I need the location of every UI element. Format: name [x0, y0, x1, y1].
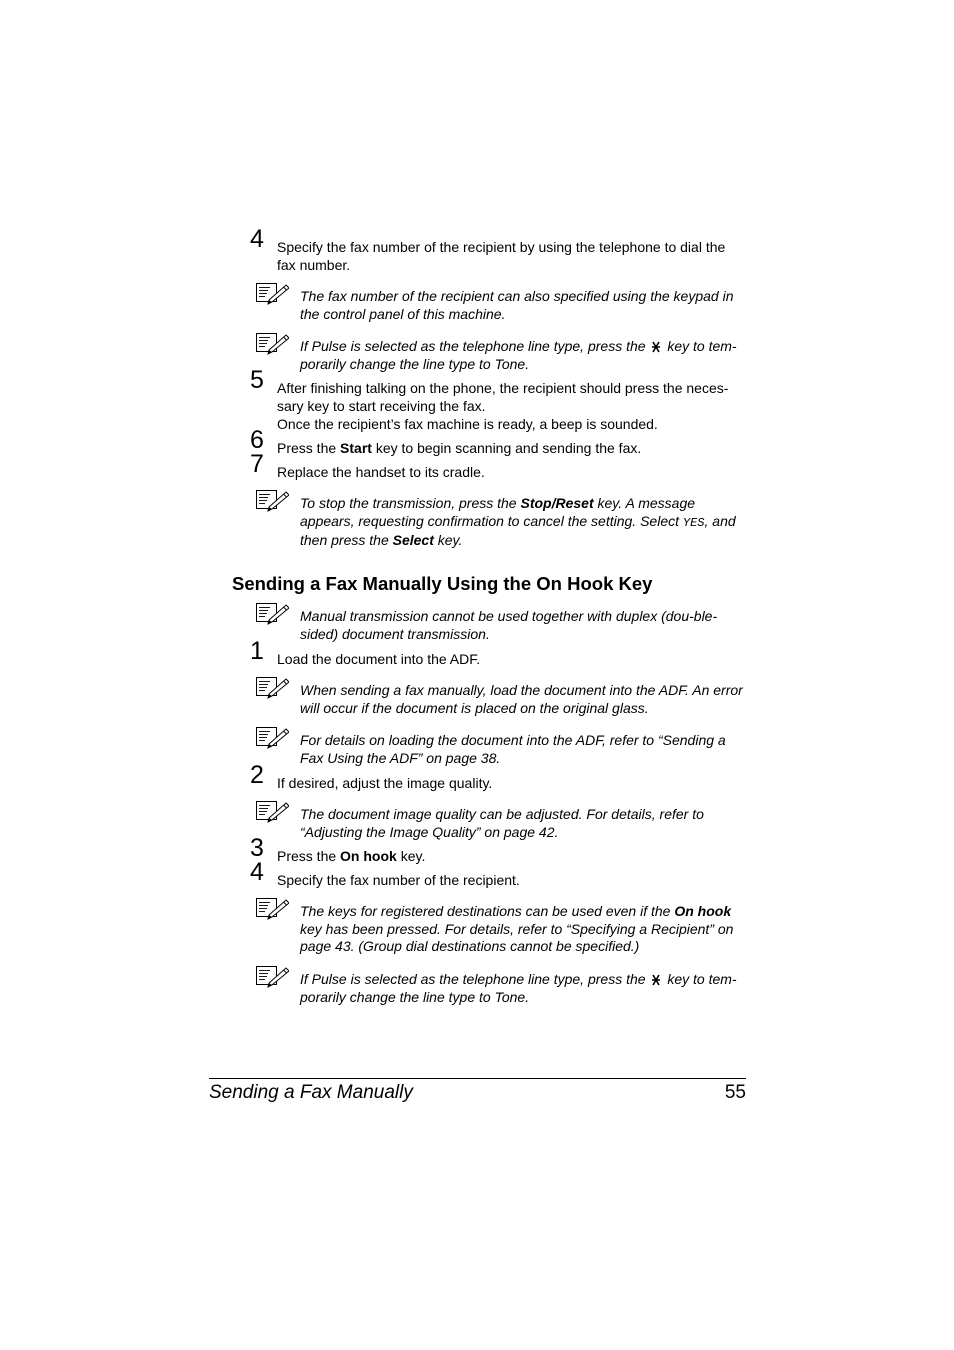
note-text: The keys for registered destinations can be used even if the On hook key has been pressed. For details, refer to “Specifying a Recipient” on page 43. (Group dial destinations cannot be specified.) [300, 903, 734, 954]
footer-title: Sending a Fax Manually [209, 1082, 413, 1103]
note-pencil-icon [255, 676, 289, 700]
step-number: 3 [250, 834, 264, 862]
note-pencil-icon [255, 726, 289, 750]
step-number: 4 [250, 858, 264, 886]
step-number: 7 [250, 450, 264, 478]
step-number: 1 [250, 637, 264, 665]
note-text: Manual transmission cannot be used together with duplex (dou-ble-sided) document transmission. [300, 608, 718, 642]
footer-rule [209, 1078, 746, 1079]
note-pencil-icon [255, 282, 289, 306]
note-pencil-icon [255, 489, 289, 513]
step-number: 4 [250, 225, 264, 253]
note-text: The document image quality can be adjusted. For details, refer to “Adjusting the Image Quality” on page 42. [300, 806, 704, 840]
note-pencil-icon [255, 965, 289, 989]
note-pencil-icon [255, 602, 289, 626]
step-number: 2 [250, 761, 264, 789]
note-text: When sending a fax manually, load the document into the ADF. An error will occur if the document is placed on the original glass. [300, 682, 743, 716]
note-text: If Pulse is selected as the telephone line type, press the key to tem- porarily change the line type to Tone. [300, 338, 737, 372]
note-text: To stop the transmission, press the Stop/Reset key. A message appears, requesting confirmation to cancel the setting. Select YES, and then press the Select key. [300, 495, 736, 548]
page-number: 55 [724, 1082, 746, 1103]
tone-key-icon [651, 341, 661, 353]
step-text: Specify the fax number of the recipient. [277, 872, 520, 888]
step-text: Press the Start key to begin scanning and sending the fax. [277, 440, 642, 456]
step-text: After finishing talking on the phone, the recipient should press the neces- sary key to start receiving the fax. Once the recipient’s fax machine is ready, a beep is sounded. [277, 380, 729, 432]
step-number: 5 [250, 366, 264, 394]
step-text: Press the On hook key. [277, 848, 426, 864]
step-text: Specify the fax number of the recipient by using the telephone to dial the fax number. [277, 239, 726, 273]
step-text: Load the document into the ADF. [277, 651, 481, 667]
step-number: 6 [250, 426, 264, 454]
note-pencil-icon [255, 800, 289, 824]
section-heading: Sending a Fax Manually Using the On Hook Key [232, 573, 653, 594]
step-text: If desired, adjust the image quality. [277, 775, 493, 791]
note-text: For details on loading the document into the ADF, refer to “Sending a Fax Using the ADF” on page 38. [300, 732, 726, 766]
step-text: Replace the handset to its cradle. [277, 464, 485, 480]
note-pencil-icon [255, 332, 289, 356]
tone-key-icon [651, 974, 661, 986]
note-pencil-icon [255, 897, 289, 921]
note-text: If Pulse is selected as the telephone line type, press the key to tem- porarily change the line type to Tone. [300, 971, 737, 1005]
note-text: The fax number of the recipient can also specified using the keypad in the control panel of this machine. [300, 288, 734, 322]
